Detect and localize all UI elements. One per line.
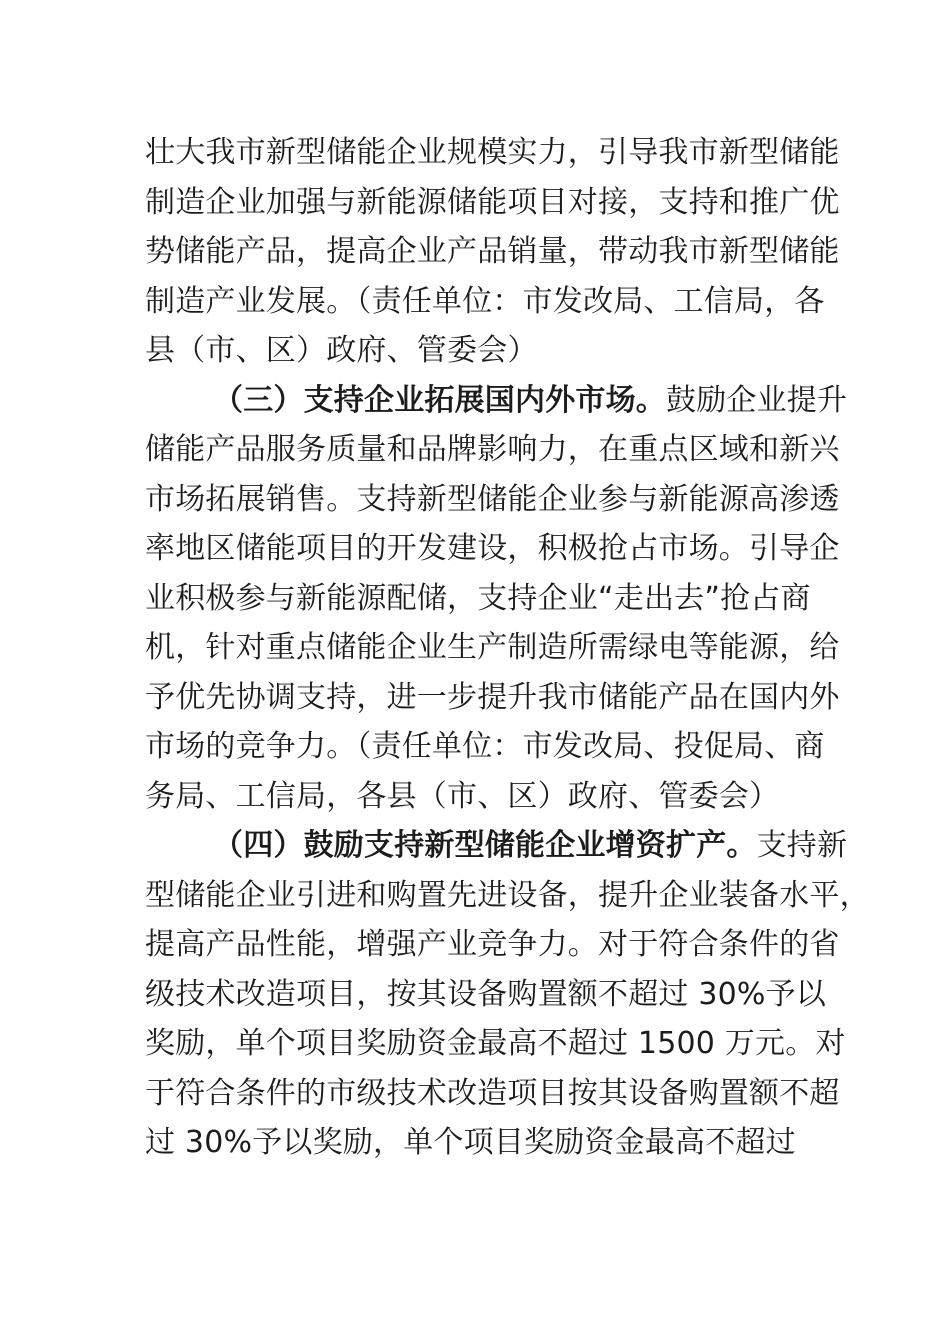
section-heading-4: （四）鼓励支持新型储能企业增资扩产。 (213, 828, 757, 863)
text-line: 提高产品性能，增强产业竞争力。对于符合条件的省 (145, 927, 840, 962)
text-line: 于符合条件的市级技术改造项目按其设备购置额不超 (145, 1075, 840, 1111)
heading-continuation: 支持新 (756, 828, 848, 863)
text-line: 市场的竞争力。（责任单位：市发改局、投促局、商 (145, 729, 825, 764)
text-line: 型储能企业引进和购置先进设备，提升企业装备水平， (145, 877, 870, 913)
text-line: 级技术改造项目，按其设备购置额不超过 30%予以 (145, 976, 827, 1012)
text-line: 业积极参与新能源配储，支持企业“走出去”抢占商 (145, 580, 811, 616)
text-line: 壮大我市新型储能企业规模实力，引导我市新型储能 (145, 135, 840, 170)
paragraph-first-line (145, 821, 848, 871)
heading-continuation: 鼓励企业提升 (666, 382, 848, 418)
text-line: 势储能产品，提高企业产品销量，带动我市新型储能 (145, 234, 840, 269)
body-text (145, 128, 870, 1168)
text-line: 市场拓展销售。支持新型储能企业参与新能源高渗透 (145, 481, 840, 517)
text-line: 务局、工信局，各县（市、区）政府、管委会） (145, 778, 780, 814)
text-line: 率地区储能项目的开发建设，积极抢占市场。引导企 (145, 531, 840, 566)
paragraph-first-line (145, 376, 848, 426)
text-line: 县（市、区）政府、管委会） (145, 333, 538, 368)
text-line: 予优先协调支持，进一步提升我市储能产品在国内外 (145, 679, 840, 715)
section-heading-3: （三）支持企业拓展国内外市场。 (213, 382, 666, 418)
text-line: 制造产业发展。（责任单位：市发改局、工信局，各 (145, 283, 825, 319)
text-line: 机，针对重点储能企业生产制造所需绿电等能源，给 (145, 630, 840, 665)
text-line: 制造企业加强与新能源储能项目对接，支持和推广优 (145, 184, 840, 220)
text-line: 储能产品服务质量和品牌影响力，在重点区域和新兴 (145, 432, 840, 467)
text-line: 过 30%予以奖励，单个项目奖励资金最高不超过 (145, 1125, 796, 1160)
text-line: 奖励，单个项目奖励资金最高不超过 1500 万元。对 (145, 1026, 846, 1061)
